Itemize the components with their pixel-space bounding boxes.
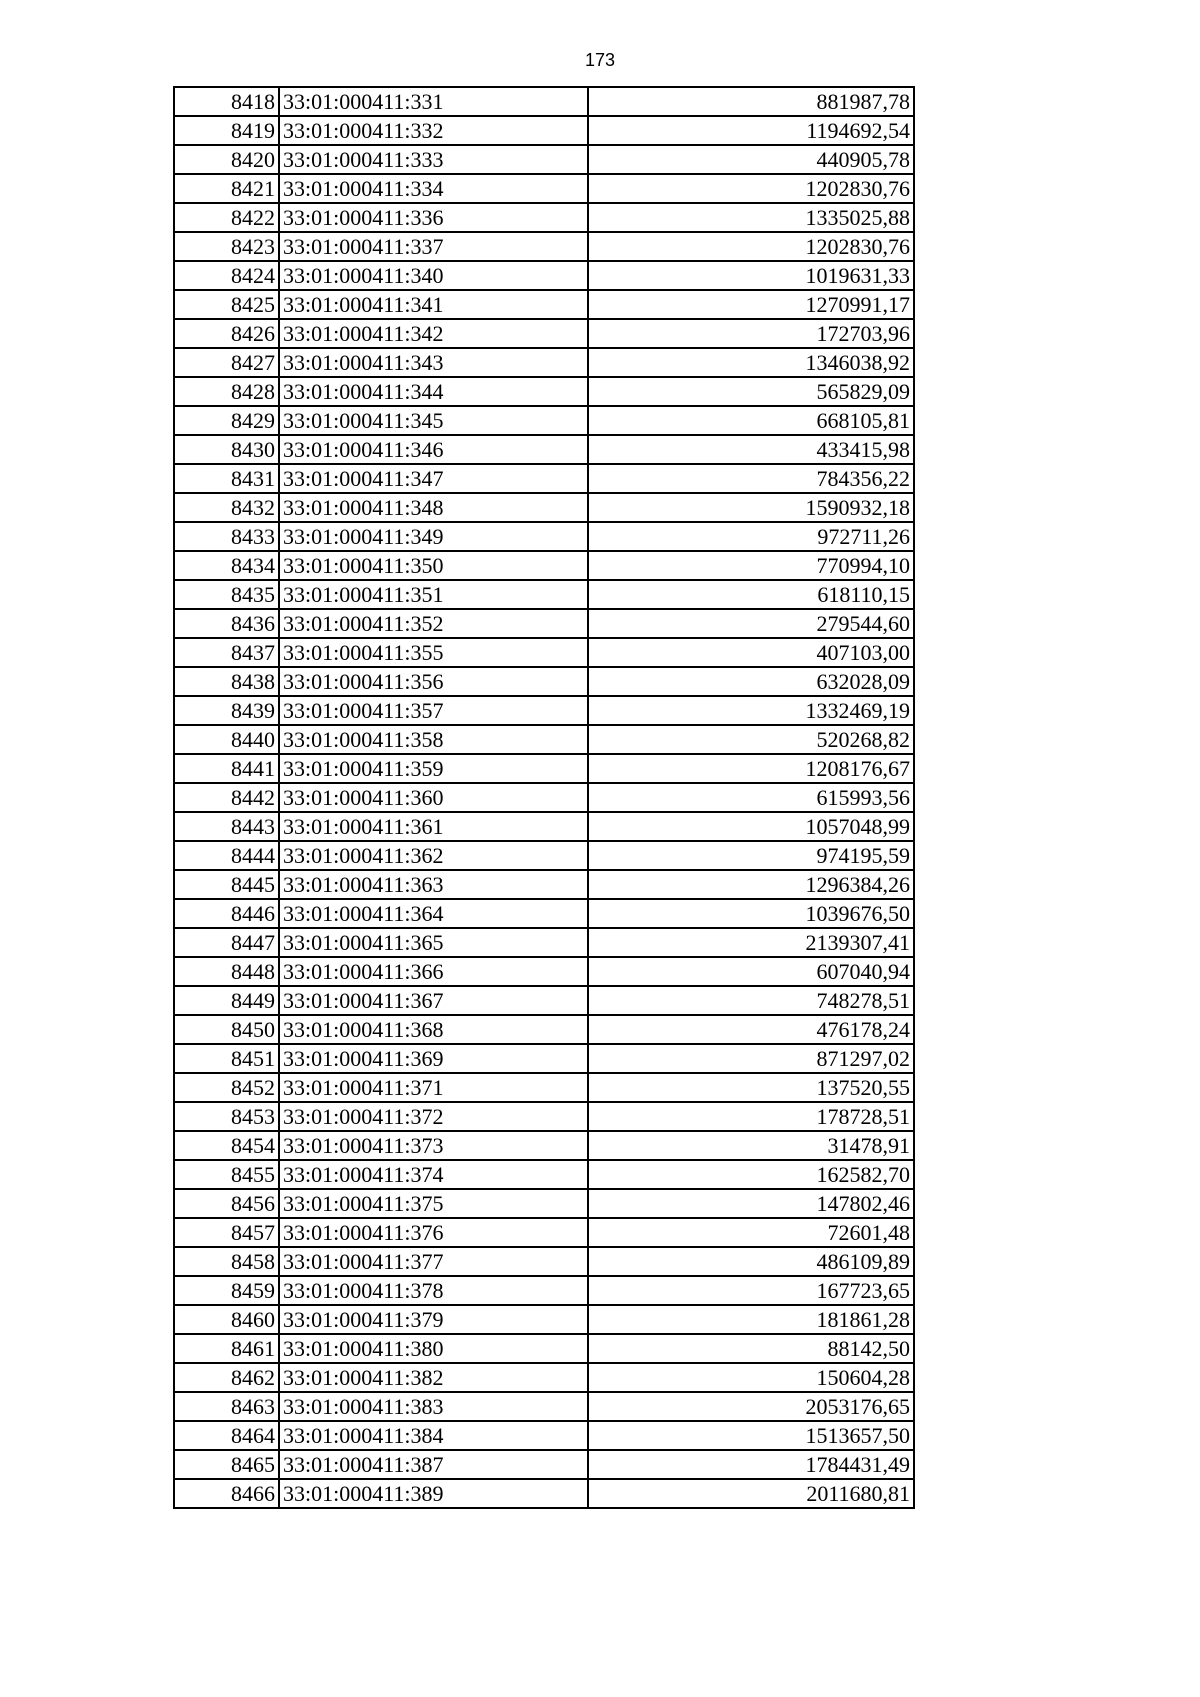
cadastral-value-cell: 871297,02 bbox=[588, 1044, 914, 1073]
cadastral-value-cell: 31478,91 bbox=[588, 1131, 914, 1160]
cadastral-value-cell: 181861,28 bbox=[588, 1305, 914, 1334]
row-number-cell: 8429 bbox=[174, 406, 279, 435]
cadastral-number-cell: 33:01:000411:332 bbox=[279, 116, 588, 145]
row-number-cell: 8454 bbox=[174, 1131, 279, 1160]
cadastral-value-cell: 784356,22 bbox=[588, 464, 914, 493]
cadastral-number-cell: 33:01:000411:380 bbox=[279, 1334, 588, 1363]
cadastral-value-cell: 433415,98 bbox=[588, 435, 914, 464]
table-row bbox=[174, 580, 914, 609]
table-row bbox=[174, 1044, 914, 1073]
cadastral-number-cell: 33:01:000411:336 bbox=[279, 203, 588, 232]
cadastral-value-cell: 279544,60 bbox=[588, 609, 914, 638]
cadastral-value-cell: 565829,09 bbox=[588, 377, 914, 406]
table-row bbox=[174, 1102, 914, 1131]
cadastral-number-cell: 33:01:000411:363 bbox=[279, 870, 588, 899]
table-row bbox=[174, 1160, 914, 1189]
row-number-cell: 8446 bbox=[174, 899, 279, 928]
table-row bbox=[174, 290, 914, 319]
table-row bbox=[174, 435, 914, 464]
row-number-cell: 8448 bbox=[174, 957, 279, 986]
table-row bbox=[174, 319, 914, 348]
table-row bbox=[174, 812, 914, 841]
row-number-cell: 8466 bbox=[174, 1479, 279, 1508]
row-number-cell: 8462 bbox=[174, 1363, 279, 1392]
table-row bbox=[174, 696, 914, 725]
cadastral-number-cell: 33:01:000411:347 bbox=[279, 464, 588, 493]
cadastral-number-cell: 33:01:000411:377 bbox=[279, 1247, 588, 1276]
table-row bbox=[174, 1073, 914, 1102]
table-row bbox=[174, 1450, 914, 1479]
row-number-cell: 8430 bbox=[174, 435, 279, 464]
table-row bbox=[174, 957, 914, 986]
table-row bbox=[174, 841, 914, 870]
row-number-cell: 8464 bbox=[174, 1421, 279, 1450]
row-number-cell: 8443 bbox=[174, 812, 279, 841]
table-row bbox=[174, 203, 914, 232]
cadastral-value-cell: 607040,94 bbox=[588, 957, 914, 986]
table-row bbox=[174, 1015, 914, 1044]
cadastral-number-cell: 33:01:000411:349 bbox=[279, 522, 588, 551]
cadastral-value-cell: 615993,56 bbox=[588, 783, 914, 812]
cadastral-value-cell: 2139307,41 bbox=[588, 928, 914, 957]
table-row bbox=[174, 464, 914, 493]
cadastral-value-cell: 1202830,76 bbox=[588, 174, 914, 203]
page-number: 173 bbox=[584, 50, 616, 70]
cadastral-value-cell: 147802,46 bbox=[588, 1189, 914, 1218]
table-row bbox=[174, 1247, 914, 1276]
cadastral-value-cell: 150604,28 bbox=[588, 1363, 914, 1392]
cadastral-value-cell: 2053176,65 bbox=[588, 1392, 914, 1421]
row-number-cell: 8422 bbox=[174, 203, 279, 232]
row-number-cell: 8451 bbox=[174, 1044, 279, 1073]
cadastral-value-cell: 407103,00 bbox=[588, 638, 914, 667]
table-row bbox=[174, 1479, 914, 1508]
cadastral-value-cell: 162582,70 bbox=[588, 1160, 914, 1189]
cadastral-value-cell: 178728,51 bbox=[588, 1102, 914, 1131]
cadastral-number-cell: 33:01:000411:351 bbox=[279, 580, 588, 609]
row-number-cell: 8457 bbox=[174, 1218, 279, 1247]
cadastral-value-cell: 1019631,33 bbox=[588, 261, 914, 290]
cadastral-number-cell: 33:01:000411:344 bbox=[279, 377, 588, 406]
cadastral-number-cell: 33:01:000411:373 bbox=[279, 1131, 588, 1160]
table-row bbox=[174, 754, 914, 783]
cadastral-number-cell: 33:01:000411:342 bbox=[279, 319, 588, 348]
cadastral-number-cell: 33:01:000411:369 bbox=[279, 1044, 588, 1073]
cadastral-value-cell: 632028,09 bbox=[588, 667, 914, 696]
cadastral-value-cell: 1194692,54 bbox=[588, 116, 914, 145]
cadastral-number-cell: 33:01:000411:382 bbox=[279, 1363, 588, 1392]
table-row bbox=[174, 261, 914, 290]
cadastral-number-cell: 33:01:000411:365 bbox=[279, 928, 588, 957]
table-row bbox=[174, 725, 914, 754]
table-row bbox=[174, 667, 914, 696]
cadastral-number-cell: 33:01:000411:379 bbox=[279, 1305, 588, 1334]
cadastral-number-cell: 33:01:000411:355 bbox=[279, 638, 588, 667]
cadastral-value-cell: 1332469,19 bbox=[588, 696, 914, 725]
row-number-cell: 8452 bbox=[174, 1073, 279, 1102]
cadastral-number-cell: 33:01:000411:387 bbox=[279, 1450, 588, 1479]
cadastral-number-cell: 33:01:000411:362 bbox=[279, 841, 588, 870]
cadastral-number-cell: 33:01:000411:341 bbox=[279, 290, 588, 319]
row-number-cell: 8439 bbox=[174, 696, 279, 725]
cadastral-value-cell: 881987,78 bbox=[588, 87, 914, 116]
cadastral-number-cell: 33:01:000411:343 bbox=[279, 348, 588, 377]
cadastral-value-cell: 486109,89 bbox=[588, 1247, 914, 1276]
cadastral-value-cell: 1057048,99 bbox=[588, 812, 914, 841]
cadastral-number-cell: 33:01:000411:361 bbox=[279, 812, 588, 841]
row-number-cell: 8419 bbox=[174, 116, 279, 145]
row-number-cell: 8445 bbox=[174, 870, 279, 899]
cadastral-number-cell: 33:01:000411:346 bbox=[279, 435, 588, 464]
row-number-cell: 8455 bbox=[174, 1160, 279, 1189]
cadastral-value-cell: 1513657,50 bbox=[588, 1421, 914, 1450]
row-number-cell: 8465 bbox=[174, 1450, 279, 1479]
cadastral-value-cell: 1335025,88 bbox=[588, 203, 914, 232]
cadastral-number-cell: 33:01:000411:367 bbox=[279, 986, 588, 1015]
row-number-cell: 8427 bbox=[174, 348, 279, 377]
table-row bbox=[174, 870, 914, 899]
table-row bbox=[174, 1131, 914, 1160]
row-number-cell: 8424 bbox=[174, 261, 279, 290]
row-number-cell: 8449 bbox=[174, 986, 279, 1015]
cadastral-number-cell: 33:01:000411:352 bbox=[279, 609, 588, 638]
cadastral-value-cell: 770994,10 bbox=[588, 551, 914, 580]
cadastral-number-cell: 33:01:000411:359 bbox=[279, 754, 588, 783]
row-number-cell: 8463 bbox=[174, 1392, 279, 1421]
cadastral-number-cell: 33:01:000411:334 bbox=[279, 174, 588, 203]
table-row bbox=[174, 348, 914, 377]
table-row bbox=[174, 1305, 914, 1334]
cadastral-value-cell: 476178,24 bbox=[588, 1015, 914, 1044]
cadastral-value-cell: 440905,78 bbox=[588, 145, 914, 174]
row-number-cell: 8435 bbox=[174, 580, 279, 609]
cadastral-number-cell: 33:01:000411:350 bbox=[279, 551, 588, 580]
table-row bbox=[174, 174, 914, 203]
row-number-cell: 8447 bbox=[174, 928, 279, 957]
row-number-cell: 8426 bbox=[174, 319, 279, 348]
cadastral-number-cell: 33:01:000411:360 bbox=[279, 783, 588, 812]
table-row bbox=[174, 1189, 914, 1218]
cadastral-value-cell: 618110,15 bbox=[588, 580, 914, 609]
cadastral-number-cell: 33:01:000411:383 bbox=[279, 1392, 588, 1421]
cadastral-number-cell: 33:01:000411:331 bbox=[279, 87, 588, 116]
cadastral-value-cell: 1208176,67 bbox=[588, 754, 914, 783]
cadastral-value-cell: 72601,48 bbox=[588, 1218, 914, 1247]
table-row bbox=[174, 1334, 914, 1363]
cadastral-value-cell: 1039676,50 bbox=[588, 899, 914, 928]
row-number-cell: 8440 bbox=[174, 725, 279, 754]
row-number-cell: 8433 bbox=[174, 522, 279, 551]
cadastral-value-cell: 1202830,76 bbox=[588, 232, 914, 261]
table-row bbox=[174, 116, 914, 145]
table-row bbox=[174, 232, 914, 261]
row-number-cell: 8436 bbox=[174, 609, 279, 638]
cadastral-value-cell: 167723,65 bbox=[588, 1276, 914, 1305]
cadastral-number-cell: 33:01:000411:376 bbox=[279, 1218, 588, 1247]
cadastral-value-cell: 172703,96 bbox=[588, 319, 914, 348]
cadastral-number-cell: 33:01:000411:384 bbox=[279, 1421, 588, 1450]
table-row bbox=[174, 986, 914, 1015]
table-body bbox=[174, 87, 914, 1508]
cadastral-value-cell: 1270991,17 bbox=[588, 290, 914, 319]
row-number-cell: 8432 bbox=[174, 493, 279, 522]
cadastral-value-cell: 137520,55 bbox=[588, 1073, 914, 1102]
table-row bbox=[174, 493, 914, 522]
cadastral-number-cell: 33:01:000411:345 bbox=[279, 406, 588, 435]
table-row bbox=[174, 1363, 914, 1392]
cadastral-value-cell: 1590932,18 bbox=[588, 493, 914, 522]
cadastral-number-cell: 33:01:000411:340 bbox=[279, 261, 588, 290]
table-row bbox=[174, 1218, 914, 1247]
row-number-cell: 8425 bbox=[174, 290, 279, 319]
cadastral-number-cell: 33:01:000411:348 bbox=[279, 493, 588, 522]
table-row bbox=[174, 783, 914, 812]
row-number-cell: 8418 bbox=[174, 87, 279, 116]
row-number-cell: 8459 bbox=[174, 1276, 279, 1305]
cadastral-number-cell: 33:01:000411:357 bbox=[279, 696, 588, 725]
table-row bbox=[174, 899, 914, 928]
cadastral-number-cell: 33:01:000411:371 bbox=[279, 1073, 588, 1102]
cadastral-value-cell: 974195,59 bbox=[588, 841, 914, 870]
row-number-cell: 8437 bbox=[174, 638, 279, 667]
cadastral-value-cell: 2011680,81 bbox=[588, 1479, 914, 1508]
row-number-cell: 8441 bbox=[174, 754, 279, 783]
cadastral-number-cell: 33:01:000411:374 bbox=[279, 1160, 588, 1189]
row-number-cell: 8438 bbox=[174, 667, 279, 696]
table-row bbox=[174, 1276, 914, 1305]
cadastral-value-cell: 668105,81 bbox=[588, 406, 914, 435]
cadastral-value-cell: 520268,82 bbox=[588, 725, 914, 754]
table-row bbox=[174, 522, 914, 551]
table-row bbox=[174, 1392, 914, 1421]
cadastral-number-cell: 33:01:000411:364 bbox=[279, 899, 588, 928]
row-number-cell: 8461 bbox=[174, 1334, 279, 1363]
row-number-cell: 8420 bbox=[174, 145, 279, 174]
row-number-cell: 8444 bbox=[174, 841, 279, 870]
row-number-cell: 8421 bbox=[174, 174, 279, 203]
cadastral-value-cell: 1784431,49 bbox=[588, 1450, 914, 1479]
row-number-cell: 8460 bbox=[174, 1305, 279, 1334]
cadastral-number-cell: 33:01:000411:372 bbox=[279, 1102, 588, 1131]
table-row bbox=[174, 1421, 914, 1450]
cadastral-value-cell: 972711,26 bbox=[588, 522, 914, 551]
row-number-cell: 8458 bbox=[174, 1247, 279, 1276]
table-row bbox=[174, 551, 914, 580]
table-row bbox=[174, 928, 914, 957]
cadastral-number-cell: 33:01:000411:356 bbox=[279, 667, 588, 696]
cadastral-number-cell: 33:01:000411:389 bbox=[279, 1479, 588, 1508]
cadastral-value-table bbox=[173, 86, 915, 1509]
row-number-cell: 8431 bbox=[174, 464, 279, 493]
cadastral-number-cell: 33:01:000411:375 bbox=[279, 1189, 588, 1218]
cadastral-value-cell: 1346038,92 bbox=[588, 348, 914, 377]
table-row bbox=[174, 377, 914, 406]
row-number-cell: 8456 bbox=[174, 1189, 279, 1218]
cadastral-number-cell: 33:01:000411:333 bbox=[279, 145, 588, 174]
cadastral-value-cell: 1296384,26 bbox=[588, 870, 914, 899]
cadastral-number-cell: 33:01:000411:358 bbox=[279, 725, 588, 754]
row-number-cell: 8428 bbox=[174, 377, 279, 406]
table-row bbox=[174, 609, 914, 638]
cadastral-number-cell: 33:01:000411:378 bbox=[279, 1276, 588, 1305]
cadastral-value-cell: 748278,51 bbox=[588, 986, 914, 1015]
row-number-cell: 8434 bbox=[174, 551, 279, 580]
table-row bbox=[174, 87, 914, 116]
row-number-cell: 8442 bbox=[174, 783, 279, 812]
table-row bbox=[174, 145, 914, 174]
cadastral-number-cell: 33:01:000411:368 bbox=[279, 1015, 588, 1044]
cadastral-value-cell: 88142,50 bbox=[588, 1334, 914, 1363]
table-row bbox=[174, 638, 914, 667]
row-number-cell: 8453 bbox=[174, 1102, 279, 1131]
cadastral-number-cell: 33:01:000411:366 bbox=[279, 957, 588, 986]
cadastral-number-cell: 33:01:000411:337 bbox=[279, 232, 588, 261]
table-row bbox=[174, 406, 914, 435]
row-number-cell: 8423 bbox=[174, 232, 279, 261]
row-number-cell: 8450 bbox=[174, 1015, 279, 1044]
